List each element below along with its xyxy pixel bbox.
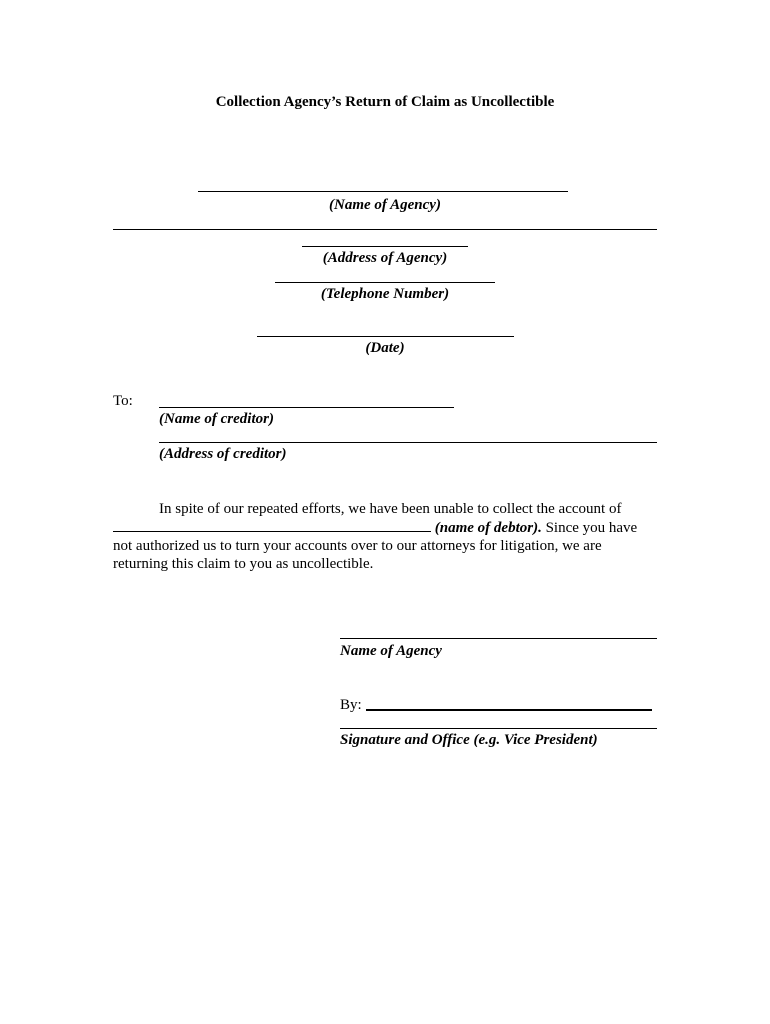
signature-agency-line[interactable] <box>340 638 657 639</box>
agency-address-label: (Address of Agency) <box>322 250 448 266</box>
creditor-address-line[interactable] <box>159 442 657 443</box>
debtor-label: (name of debtor). <box>434 520 542 536</box>
telephone-label: (Telephone Number) <box>320 286 450 302</box>
agency-address-line[interactable] <box>302 246 468 247</box>
debtor-name-blank[interactable] <box>113 518 431 532</box>
to-label: To: <box>113 393 133 409</box>
creditor-address-label: (Address of creditor) <box>159 446 287 462</box>
signature-office-label: Signature and Office (e.g. Vice President) <box>340 732 598 748</box>
creditor-name-line[interactable] <box>159 407 454 408</box>
date-label: (Date) <box>365 340 405 356</box>
by-signature-line[interactable] <box>366 709 652 711</box>
body-paragraph <box>113 500 643 573</box>
by-label: By: <box>340 697 362 713</box>
agency-extra-line[interactable] <box>113 229 657 230</box>
body-line-2-rest: Since you have <box>541 520 638 536</box>
agency-name-label: (Name of Agency) <box>329 197 441 213</box>
body-line-1: In spite of our repeated efforts, we have been unable to collect the account of <box>159 501 622 517</box>
body-line-3: not authorized us to turn your accounts over to our attorneys for litigation, we are <box>113 538 602 554</box>
signature-office-line[interactable] <box>340 728 657 729</box>
body-line-2 <box>113 518 643 537</box>
date-line[interactable] <box>257 336 514 337</box>
telephone-line[interactable] <box>275 282 495 283</box>
agency-name-line[interactable] <box>198 191 568 192</box>
document-title: Collection Agency’s Return of Claim as Uncollectible <box>215 94 555 110</box>
body-line-4: returning this claim to you as uncollectible. <box>113 556 374 572</box>
signature-agency-label: Name of Agency <box>340 643 442 659</box>
creditor-name-label: (Name of creditor) <box>159 411 274 427</box>
